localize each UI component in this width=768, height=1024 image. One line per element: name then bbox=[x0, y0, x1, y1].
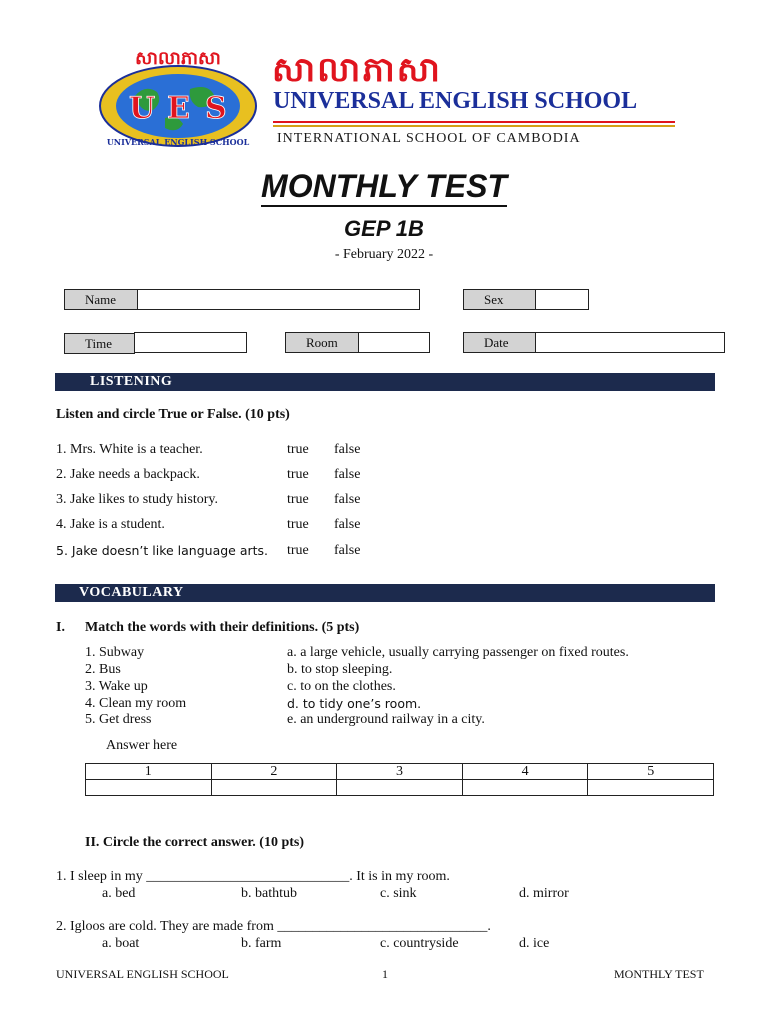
part2-heading: II. Circle the correct answer. (10 pts) bbox=[85, 835, 305, 850]
question-1-option-c[interactable]: c. sink bbox=[380, 886, 417, 901]
listening-true-1[interactable]: true bbox=[287, 442, 309, 457]
listening-false-3[interactable]: false bbox=[334, 492, 361, 507]
footer-title: MONTHLY TEST bbox=[614, 967, 704, 981]
name-field[interactable] bbox=[137, 289, 420, 310]
question-1-option-b[interactable]: b. bathtub bbox=[241, 886, 297, 901]
answer-label: Answer here bbox=[106, 738, 178, 753]
answer-cell-2[interactable] bbox=[211, 780, 337, 796]
part1-numeral: I. bbox=[56, 620, 65, 635]
question-2: 2. Igloos are cold. They are made from ______________________________. bbox=[56, 919, 491, 934]
part1-instruction: Match the words with their definitions. (5 pts) bbox=[85, 620, 360, 635]
room-field[interactable] bbox=[358, 332, 430, 353]
answer-table bbox=[85, 763, 714, 796]
match-word-1: 1. Subway bbox=[85, 645, 145, 660]
footer-page-number: 1 bbox=[382, 967, 388, 981]
listening-item-5: 5. Jake doesn’t like language arts. bbox=[56, 543, 269, 558]
listening-true-2[interactable]: true bbox=[287, 467, 309, 482]
question-1: 1. I sleep in my _____________________________. It is in my room. bbox=[56, 869, 450, 884]
listening-false-1[interactable]: false bbox=[334, 442, 361, 457]
date-field[interactable] bbox=[535, 332, 725, 353]
answer-cell-5[interactable] bbox=[588, 780, 714, 796]
question-1-option-a[interactable]: a. bed bbox=[102, 886, 136, 901]
answer-table-input-row bbox=[86, 780, 714, 796]
question-2-option-d[interactable]: d. ice bbox=[519, 936, 550, 951]
listening-false-5[interactable]: false bbox=[334, 543, 361, 558]
logo-letter-e: E bbox=[167, 91, 190, 126]
question-2-option-c[interactable]: c. countryside bbox=[380, 936, 459, 951]
listening-false-4[interactable]: false bbox=[334, 517, 361, 532]
logo-letter-s: S bbox=[205, 91, 227, 126]
answer-col-2: 2 bbox=[211, 764, 337, 780]
listening-heading: LISTENING bbox=[55, 373, 715, 391]
school-subtitle: INTERNATIONAL SCHOOL OF CAMBODIA bbox=[277, 131, 581, 146]
logo-ring-text: UNIVERSAL ENGLISH SCHOOL bbox=[106, 137, 250, 147]
header-rule-red bbox=[273, 121, 675, 123]
answer-col-3: 3 bbox=[337, 764, 463, 780]
school-logo bbox=[95, 44, 261, 152]
match-word-2: 2. Bus bbox=[85, 662, 121, 677]
listening-item-3: 3. Jake likes to study history. bbox=[56, 492, 219, 507]
sex-field[interactable] bbox=[535, 289, 589, 310]
room-label: Room bbox=[285, 332, 359, 353]
header-rule-gold bbox=[273, 125, 675, 127]
answer-col-4: 4 bbox=[462, 764, 588, 780]
test-title-text: MONTHLY TEST bbox=[261, 168, 507, 207]
question-2-option-b[interactable]: b. farm bbox=[241, 936, 282, 951]
match-definition-d: d. to tidy one’s room. bbox=[287, 696, 422, 711]
listening-item-4: 4. Jake is a student. bbox=[56, 517, 165, 532]
test-title bbox=[0, 168, 768, 205]
match-word-5: 5. Get dress bbox=[85, 712, 152, 727]
listening-item-1: 1. Mrs. White is a teacher. bbox=[56, 442, 203, 457]
school-name: UNIVERSAL ENGLISH SCHOOL bbox=[273, 88, 638, 114]
logo-letter-u: U bbox=[129, 91, 156, 126]
answer-col-1: 1 bbox=[86, 764, 212, 780]
answer-cell-1[interactable] bbox=[86, 780, 212, 796]
logo-khmer-text: សាលាភាសា bbox=[135, 48, 221, 69]
match-definition-a: a. a large vehicle, usually carrying passenger on fixed routes. bbox=[287, 645, 629, 660]
question-2-option-a[interactable]: a. boat bbox=[102, 936, 140, 951]
question-1-option-d[interactable]: d. mirror bbox=[519, 886, 569, 901]
khmer-school-name: សាលាភាសា bbox=[272, 50, 442, 90]
time-field[interactable] bbox=[134, 332, 247, 353]
footer-school: UNIVERSAL ENGLISH SCHOOL bbox=[56, 967, 229, 981]
listening-false-2[interactable]: false bbox=[334, 467, 361, 482]
match-word-4: 4. Clean my room bbox=[85, 696, 187, 711]
sex-label: Sex bbox=[463, 289, 536, 310]
answer-cell-4[interactable] bbox=[462, 780, 588, 796]
match-definition-b: b. to stop sleeping. bbox=[287, 662, 393, 677]
match-definition-c: c. to on the clothes. bbox=[287, 679, 396, 694]
listening-true-5[interactable]: true bbox=[287, 543, 309, 558]
answer-table-header-row bbox=[86, 764, 714, 780]
listening-true-4[interactable]: true bbox=[287, 517, 309, 532]
vocabulary-heading: VOCABULARY bbox=[55, 584, 715, 602]
match-definition-e: e. an underground railway in a city. bbox=[287, 712, 485, 727]
answer-cell-3[interactable] bbox=[337, 780, 463, 796]
test-level: GEP 1B bbox=[344, 216, 424, 241]
name-label: Name bbox=[64, 289, 138, 310]
test-date: - February 2022 - bbox=[334, 247, 434, 262]
listening-true-3[interactable]: true bbox=[287, 492, 309, 507]
time-label: Time bbox=[64, 333, 135, 354]
match-word-3: 3. Wake up bbox=[85, 679, 148, 694]
answer-col-5: 5 bbox=[588, 764, 714, 780]
listening-instruction: Listen and circle True or False. (10 pts) bbox=[56, 407, 290, 422]
date-label: Date bbox=[463, 332, 536, 353]
listening-item-2: 2. Jake needs a backpack. bbox=[56, 467, 200, 482]
